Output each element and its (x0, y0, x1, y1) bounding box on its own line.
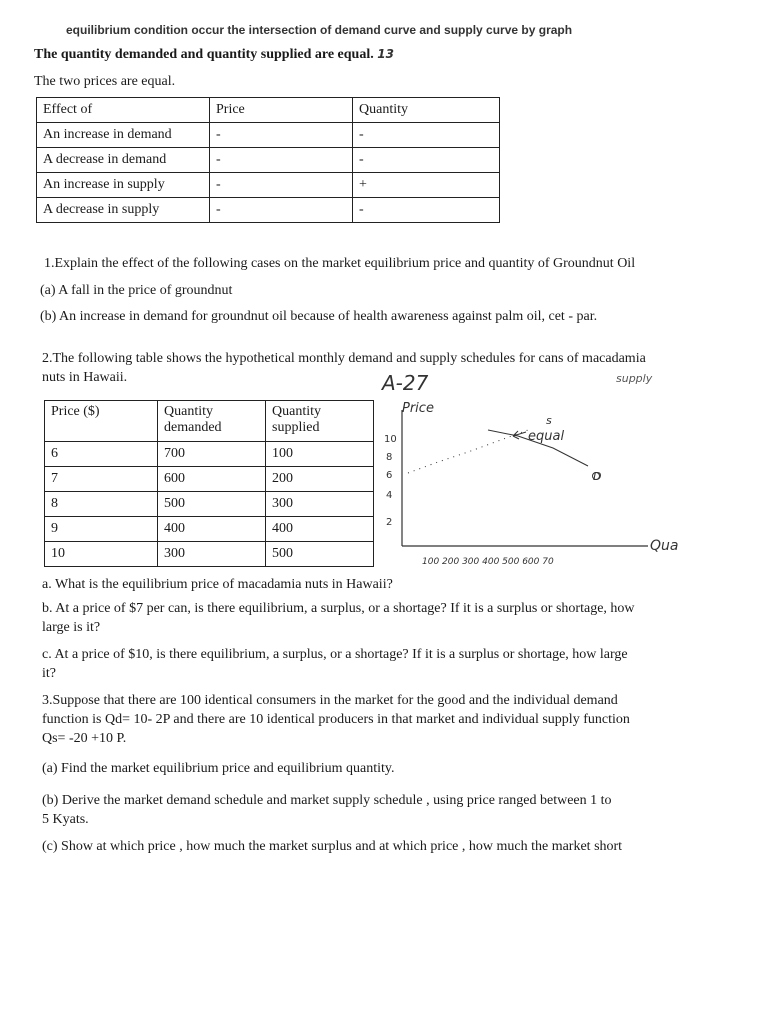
question-2c-cont: it? (42, 666, 56, 681)
effect-cell: A decrease in demand (37, 148, 210, 173)
question-3-intro-cont2: Qs= -20 +10 P. (42, 731, 127, 746)
sketch-y-tick: 2 (386, 517, 393, 528)
handwritten-sketch-graph (378, 368, 718, 573)
question-1b: (b) An increase in demand for groundnut oil because of health awareness against palm oil, cet - par. (40, 309, 598, 324)
question-2a: a. What is the equilibrium price of macadamia nuts in Hawaii? (42, 577, 393, 592)
quantity-cell: - (353, 198, 500, 223)
price-cell: - (210, 148, 353, 173)
header-quantity-demanded: Quantity demanded (158, 401, 266, 442)
sketch-y-tick: 4 (386, 490, 393, 501)
header-quantity-supplied: Quantity supplied (266, 401, 374, 442)
effect-cell: An increase in demand (37, 123, 210, 148)
statement-text: The quantity demanded and quantity supplied are equal. (34, 47, 374, 62)
table-row (45, 517, 374, 542)
supplied-cell: 200 (266, 467, 374, 492)
table-row (37, 198, 500, 223)
question-3-intro-cont: function is Qd= 10- 2P and there are 10 identical producers in that market and individual supply function (42, 712, 630, 727)
statement-equal-prices: The two prices are equal. (34, 74, 176, 89)
schedule-table (44, 400, 374, 567)
sketch-label-qua: Qua (650, 538, 679, 554)
sketch-y-tick: 10 (384, 434, 397, 445)
question-3c: (c) Show at which price , how much the market surplus and at which price , how much the market short (42, 839, 623, 854)
demanded-cell: 400 (158, 517, 266, 542)
question-2-intro: 2.The following table shows the hypothetical monthly demand and supply schedules for cans of macadamia (42, 351, 646, 366)
effect-cell: A decrease in supply (37, 198, 210, 223)
table-row (37, 173, 500, 198)
price-cell: - (210, 123, 353, 148)
question-1a: (a) A fall in the price of groundnut (40, 283, 233, 298)
demanded-cell: 700 (158, 442, 266, 467)
sketch-label-s: s (546, 414, 552, 427)
table-header-row (45, 401, 374, 442)
statement-equal-quantities (34, 46, 394, 63)
quantity-cell: - (353, 148, 500, 173)
sketch-supply-points (408, 430, 528, 473)
demanded-cell: 500 (158, 492, 266, 517)
header-quantity: Quantity (353, 98, 500, 123)
price-cell: - (210, 198, 353, 223)
effect-cell: An increase in supply (37, 173, 210, 198)
sketch-label-price: Price (402, 401, 434, 416)
question-2-intro-cont: nuts in Hawaii. (42, 370, 128, 385)
table-row (37, 123, 500, 148)
supplied-cell: 300 (266, 492, 374, 517)
question-1-title: 1.Explain the effect of the following cases on the market equilibrium price and quantity of Groundnut Oil (44, 256, 636, 271)
table-row (45, 467, 374, 492)
sketch-x-ticks: 100 200 300 400 500 600 70 (422, 557, 554, 567)
price-cell: - (210, 173, 353, 198)
price-cell: 8 (45, 492, 158, 517)
price-cell: 6 (45, 442, 158, 467)
header-price: Price ($) (45, 401, 158, 442)
sketch-label-a: A-27 (382, 371, 429, 395)
handwritten-mark: 13 (377, 47, 394, 61)
price-cell: 9 (45, 517, 158, 542)
price-cell: 7 (45, 467, 158, 492)
table-row (45, 442, 374, 467)
effects-table (36, 97, 500, 223)
supplied-cell: 500 (266, 542, 374, 567)
demanded-cell: 600 (158, 467, 266, 492)
price-cell: 10 (45, 542, 158, 567)
question-2b-cont: large is it? (42, 620, 101, 635)
demanded-cell: 300 (158, 542, 266, 567)
header-effect: Effect of (37, 98, 210, 123)
question-2c: c. At a price of $10, is there equilibrium, a surplus, or a shortage? If it is a surplus or shortage, how large (42, 647, 628, 662)
question-3a: (a) Find the market equilibrium price and equilibrium quantity. (42, 761, 395, 776)
sketch-label-d: D (593, 470, 602, 483)
supplied-cell: 400 (266, 517, 374, 542)
quantity-cell: + (353, 173, 500, 198)
sketch-label-equal: equal (528, 429, 565, 444)
question-3b-cont: 5 Kyats. (42, 812, 89, 827)
table-row (45, 492, 374, 517)
sketch-y-tick: 6 (386, 470, 393, 481)
table-row (45, 542, 374, 567)
question-2b: b. At a price of $7 per can, is there equilibrium, a surplus, or a shortage? If it is a surplus or shortage, how (42, 601, 635, 616)
table-row (37, 148, 500, 173)
header-price: Price (210, 98, 353, 123)
cut-off-heading: equilibrium condition occur the intersection of demand curve and supply curve by graph (66, 23, 573, 37)
quantity-cell: - (353, 123, 500, 148)
table-header-row (37, 98, 500, 123)
sketch-y-tick: 8 (386, 452, 393, 463)
supplied-cell: 100 (266, 442, 374, 467)
question-3b: (b) Derive the market demand schedule and market supply schedule , using price ranged between 1 to (42, 793, 612, 808)
sketch-label-supply: supply (616, 372, 653, 385)
question-3-intro: 3.Suppose that there are 100 identical consumers in the market for the good and the individual demand (42, 693, 618, 708)
